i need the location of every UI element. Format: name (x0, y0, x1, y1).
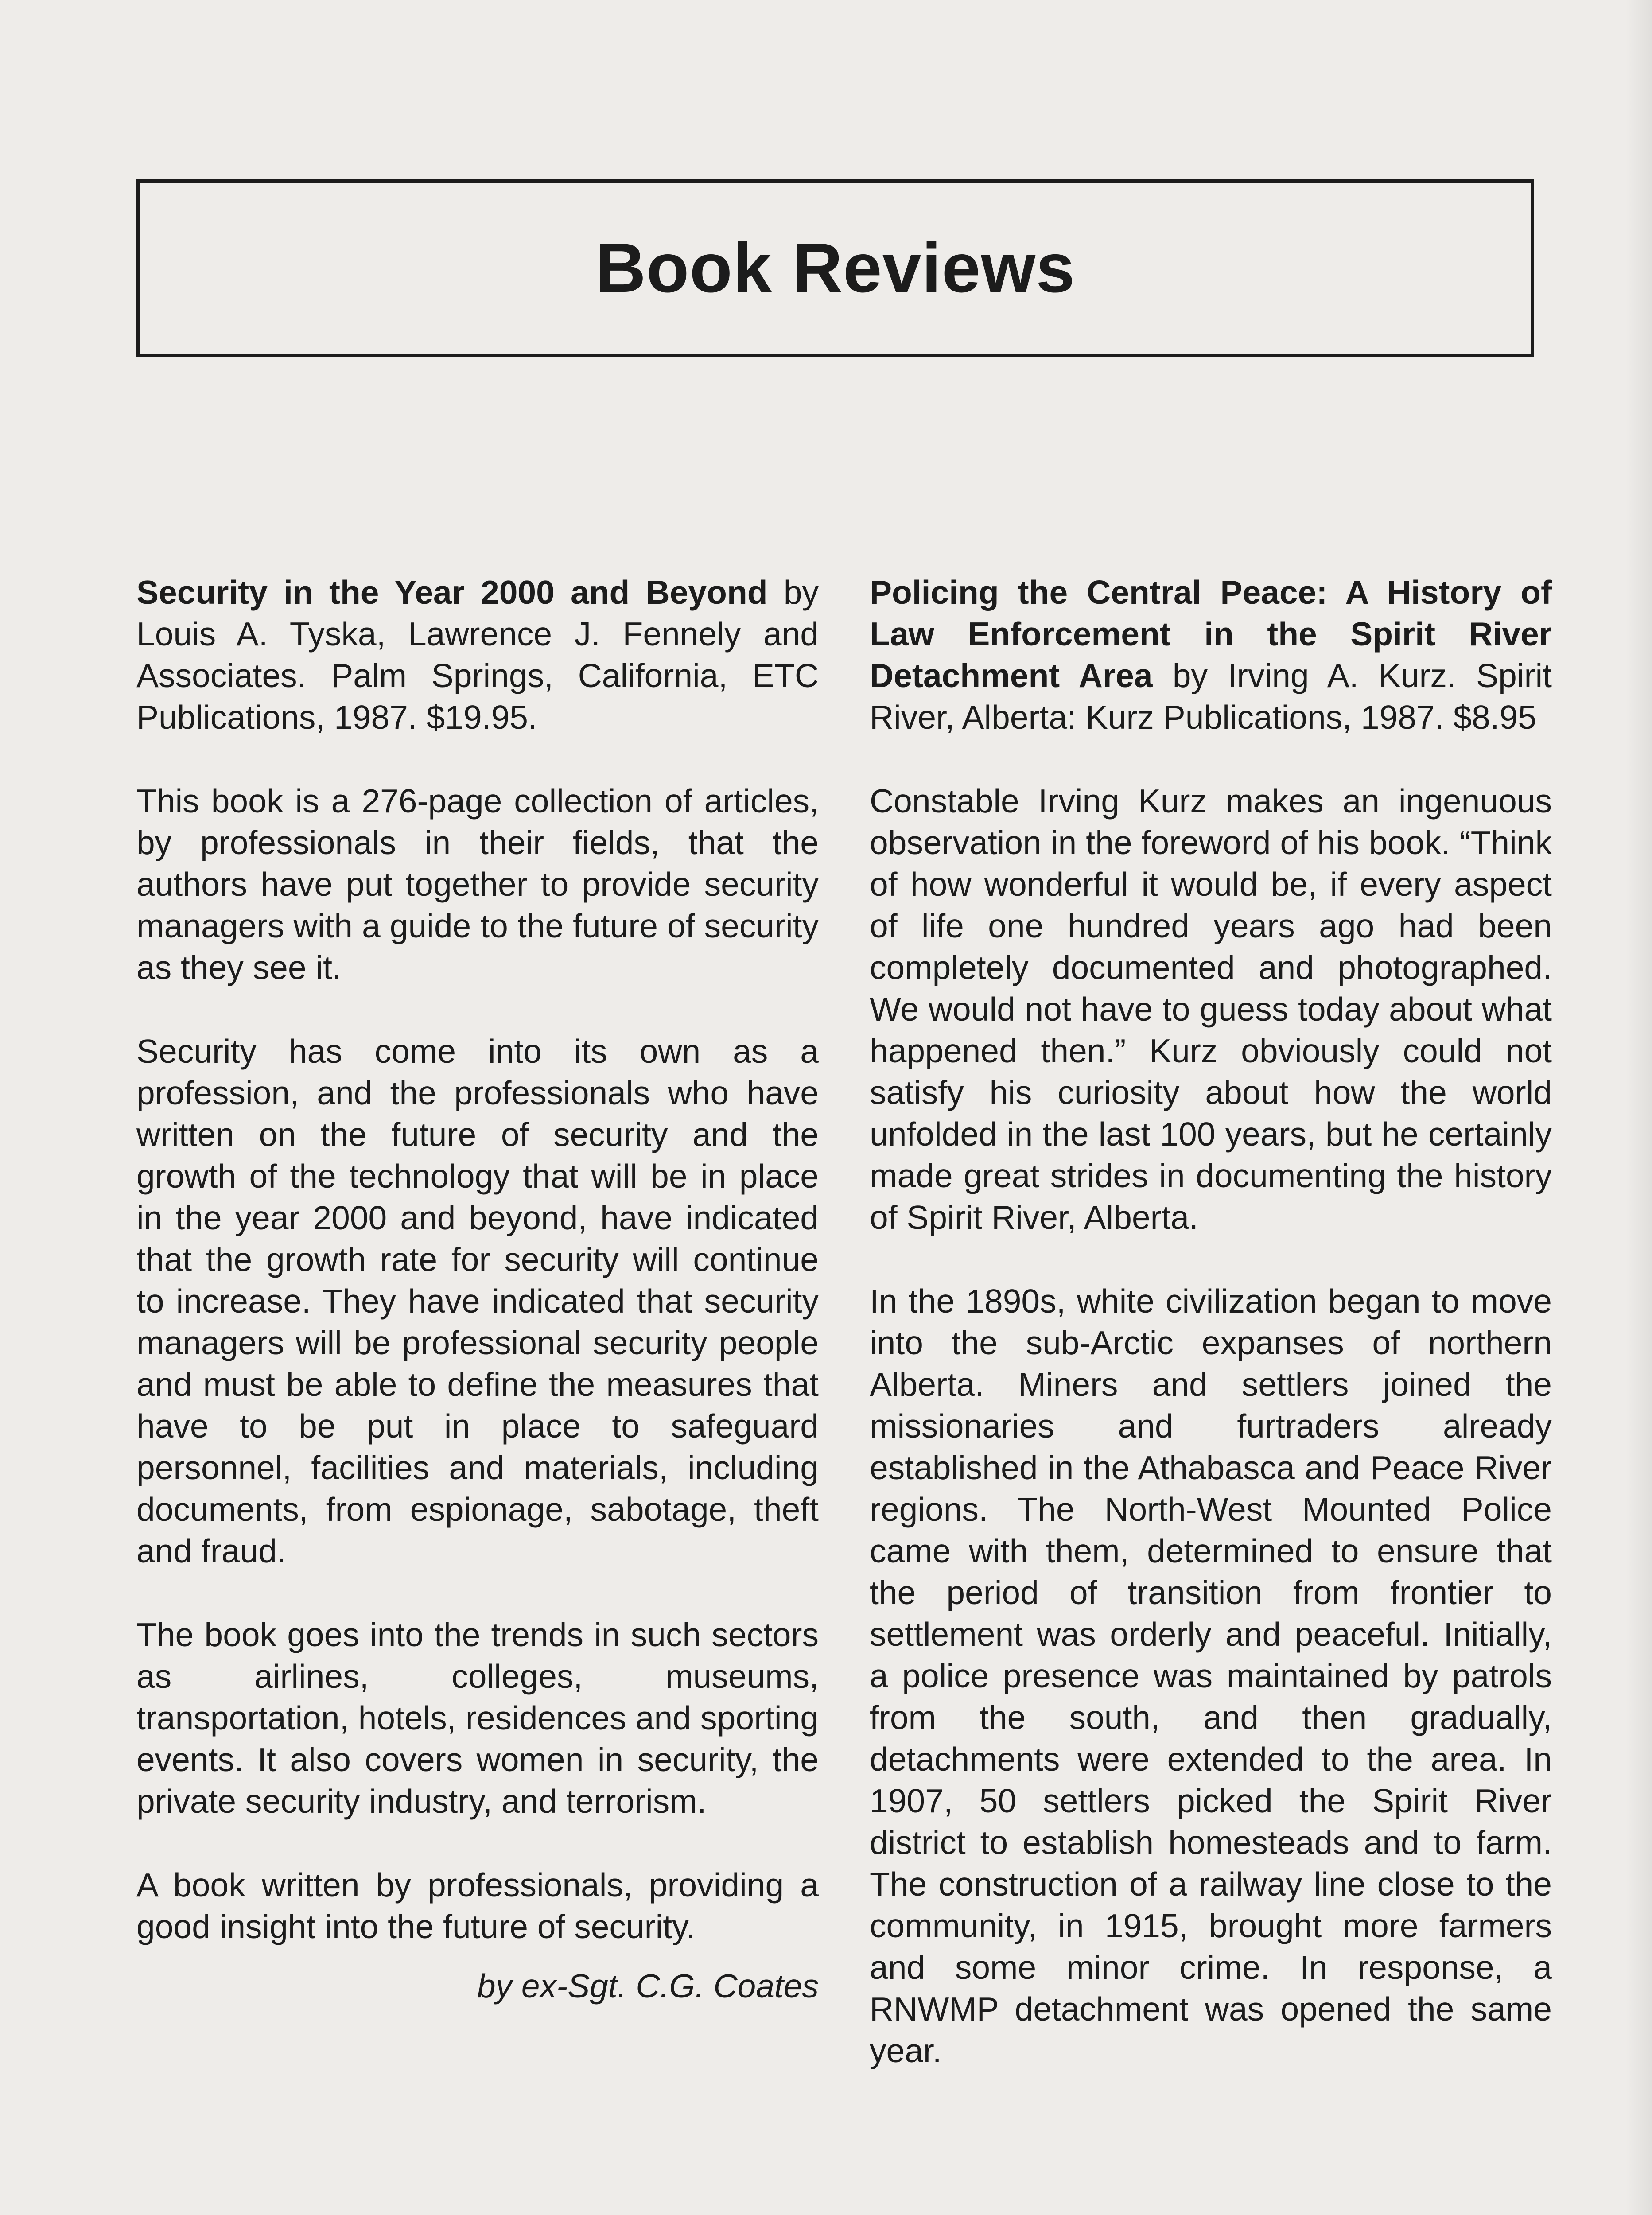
review-heading (136, 571, 819, 738)
book-title: Security in the Year 2000 and Beyond (136, 574, 768, 611)
review-paragraph: In the 1890s, white civilization began to move into the sub-Arctic expanses of northern Alberta. Miners and settlers joined the missionaries and furtraders already established in the Athabasca and Peace River regions. The North-West Mounted Police came with them, determined to ensure that the period of transition from frontier to settlement was orderly and peaceful. Initially, a police presence was maintained by patrols from the south, and then gradually, detachments were extended to the area. In 1907, 50 settlers picked the Spirit River district to establish homesteads and to farm. The construction of a railway line close to the community, in 1915, brought more farmers and some minor crime. In response, a RNWMP detachment was opened the same year. (870, 1282, 1552, 2069)
book-meta: by Louis A. Tyska, Lawrence J. Fennely and Associates. Palm Springs, California, ETC Publications, 1987. $19.95. (136, 574, 819, 736)
section-title: Book Reviews (595, 229, 1076, 307)
right-column (870, 571, 1552, 2114)
review-paragraph: A book written by professionals, providing a good insight into the future of security. (136, 1866, 819, 1945)
review-heading (870, 571, 1552, 738)
left-column (136, 571, 819, 2040)
book-title: Policing the Central Peace: A History of Law Enforcement in the Spirit River Detachment Area (870, 574, 1552, 694)
reviewer-signature: by ex-Sgt. C.G. Coates (477, 1967, 819, 2005)
page-edge-shadow (1625, 0, 1652, 2215)
review-paragraph: Security has come into its own as a profession, and the professionals who have written on the future of security and the growth of the technology that will be in place in the year 2000 and beyond, have indicated that the growth rate for security will continue to increase. They have indicated that security managers will be professional security people and must be able to define the measures that have to be put in place to safeguard personnel, facilities and materials, including documents, from espionage, sabotage, theft and fraud. (136, 1033, 819, 1570)
section-title-box (136, 179, 1534, 357)
book-meta: by Irving A. Kurz. Spirit River, Alberta: Kurz Publications, 1987. $8.95 (870, 657, 1552, 736)
review-paragraph: The book goes into the trends in such sectors as airlines, colleges, museums, transportation, hotels, residences and sporting events. It also covers women in security, the private security industry, and terrorism. (136, 1616, 819, 1820)
review-paragraph: This book is a 276-page collection of articles, by professionals in their fields, that the authors have put together to provide security managers with a guide to the future of security as they see it. (136, 782, 819, 986)
review-paragraph: Constable Irving Kurz makes an ingenuous observation in the foreword of his book. “Think of how wonderful it would be, if every aspect of life one hundred years ago had been completely documented and photographed. We would not have to guess today about what happened then.” Kurz obviously could not satisfy his curiosity about how the world unfolded in the last 100 years, but he certainly made great strides in documenting the history of Spirit River, Alberta. (870, 782, 1552, 1236)
